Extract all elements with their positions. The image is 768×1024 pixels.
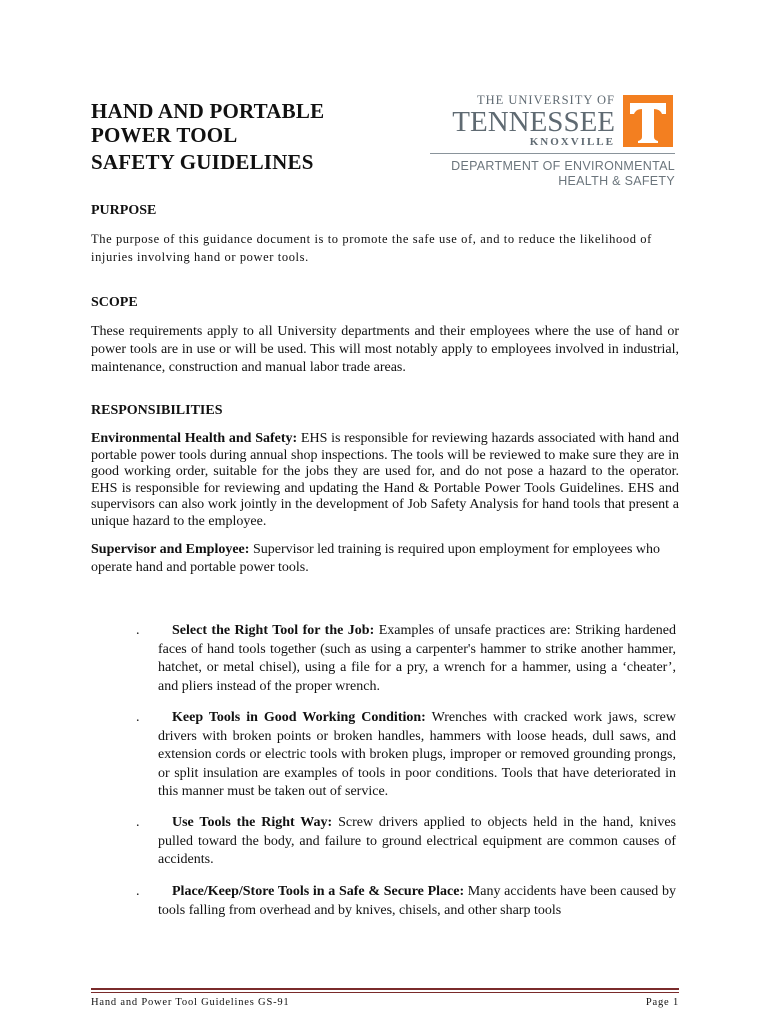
logo-dept-line-2: HEALTH & SAFETY <box>558 174 675 188</box>
footer-document-name: Hand and Power Tool Guidelines GS-91 <box>91 997 290 1008</box>
supervisor-label: Supervisor and Employee: <box>91 542 250 557</box>
title-line-2: POWER TOOL <box>91 123 238 147</box>
purpose-text: The purpose of this guidance document is to promote the safe use of, and to reduce the likelihood of injuries involving hand or power tools. <box>91 232 652 264</box>
footer-page-number: Page 1 <box>645 997 679 1008</box>
logo-university: THE UNIVERSITY OF <box>476 93 615 107</box>
bullet-marker: . <box>136 710 140 725</box>
logo-dept-line-1: DEPARTMENT OF ENVIRONMENTAL <box>451 159 675 173</box>
logo-name: TENNESSEE <box>452 106 615 138</box>
bullet-label: Place/Keep/Store Tools in a Safe & Secure Place: <box>172 884 465 899</box>
supervisor-paragraph <box>91 541 679 577</box>
list-item <box>136 622 676 696</box>
title-line-3: SAFETY GUIDELINES <box>91 150 314 174</box>
university-logo <box>430 92 675 192</box>
logo-wordmark <box>445 92 615 148</box>
scope-text: These requirements apply to all University departments and their employees where the use of hand or power tools are in use or will be used. This will most notably apply to employees involved in industrial, maintenance, construction and manual labor trade areas. <box>91 324 679 375</box>
logo-department <box>430 159 675 189</box>
bullet-label: Select the Right Tool for the Job: <box>172 623 375 638</box>
footer-rule <box>91 988 679 990</box>
bullet-marker: . <box>136 623 140 638</box>
ehs-label: Environmental Health and Safety: <box>91 431 298 446</box>
scope-heading: SCOPE <box>91 295 138 310</box>
bullet-label: Keep Tools in Good Working Condition: <box>172 710 426 725</box>
document-title <box>91 99 411 174</box>
footer-rule-thin <box>91 992 679 993</box>
list-item <box>136 709 676 802</box>
list-item <box>136 814 676 870</box>
list-item <box>136 883 676 920</box>
bullet-marker: . <box>136 884 140 899</box>
ehs-paragraph <box>91 431 679 530</box>
purpose-heading: PURPOSE <box>91 203 157 218</box>
tennessee-t-logo-icon <box>623 95 673 147</box>
bullet-label: Use Tools the Right Way: <box>172 815 333 830</box>
bullet-text: Examples of unsafe practices are: Striking hardened faces of hand tools together (such as using a carpenter's hammer to strike another hammer, hatchet, or metal chisel), using a file for a pry, a wrench for a hammer, using a ‘cheater’, and pliers instead of the proper wrench. <box>158 623 676 694</box>
supervisor-text: Supervisor led training is required upon employment for employees who operate hand and portable power tools. <box>91 542 661 575</box>
responsibilities-heading: RESPONSIBILITIES <box>91 403 223 418</box>
logo-campus: KNOXVILLE <box>529 136 615 148</box>
logo-divider <box>430 153 675 154</box>
bullet-marker: . <box>136 815 140 830</box>
bullet-text: Screw drivers applied to objects held in the hand, knives pulled toward the body, and failure to ground electrical equipment are common causes of accidents. <box>158 815 676 867</box>
bullet-text: Many accidents have been caused by tools falling from overhead and by knives, chisels, and other sharp tools <box>158 884 676 918</box>
ehs-text: EHS is responsible for reviewing hazards associated with hand and portable power tools during annual shop inspections. The tools will be reviewed to make sure they are in good working order, suitable for the jobs they are used for, and do not pose a hazard to the operator. EHS is responsible for reviewing and updating the Hand & Portable Power Tools Guidelines. EHS and supervisors can also work jointly in the development of Job Safety Analysis for hand tools that present a unique hazard to the employee. <box>91 431 679 529</box>
bullet-text: Wrenches with cracked work jaws, screw drivers with broken points or broken handles, hammers with loose heads, dull saws, and extension cords or electric tools with broken plugs, improper or removed grounding prongs, or split insulation are examples of tools in poor conditions. Tools that have deteriorated in this manner must be taken out of service. <box>158 710 676 799</box>
title-line-1: HAND AND PORTABLE <box>91 99 325 123</box>
